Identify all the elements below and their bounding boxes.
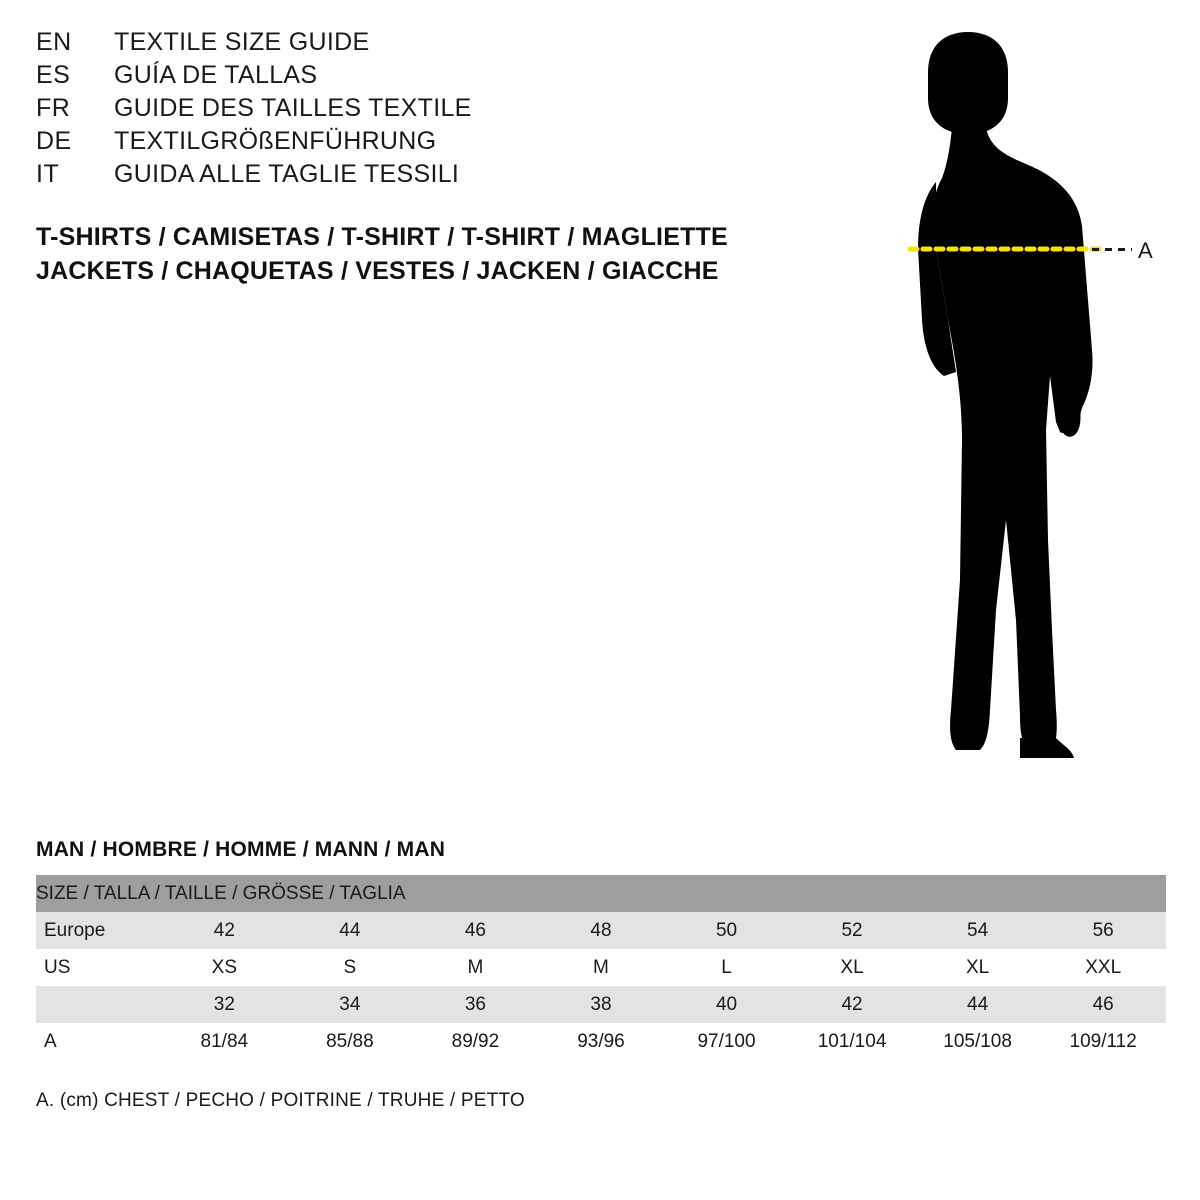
size-table-section bbox=[36, 838, 1166, 1112]
table-cell: 36 bbox=[413, 986, 539, 1023]
table-cell: S bbox=[287, 949, 413, 986]
language-code: IT bbox=[36, 160, 60, 188]
table-row bbox=[36, 1023, 1166, 1060]
language-list bbox=[36, 28, 756, 193]
table-cell: 46 bbox=[413, 912, 539, 949]
table-cell: L bbox=[664, 949, 790, 986]
table-header-label: SIZE / TALLA / TAILLE / GRÖSSE / TAGLIA bbox=[36, 875, 1166, 912]
table-cell: 38 bbox=[538, 986, 664, 1023]
table-cell: XXL bbox=[1040, 949, 1166, 986]
row-label: A bbox=[36, 1023, 162, 1060]
measure-leader-line bbox=[1092, 248, 1132, 251]
table-cell: 54 bbox=[915, 912, 1041, 949]
table-cell: 56 bbox=[1040, 912, 1166, 949]
language-text: GUIDE DES TAILLES TEXTILE bbox=[114, 94, 472, 122]
table-cell: 93/96 bbox=[538, 1023, 664, 1060]
chest-measure-line bbox=[908, 242, 1108, 256]
table-title: MAN / HOMBRE / HOMME / MANN / MAN bbox=[36, 838, 446, 861]
table-cell: 101/104 bbox=[789, 1023, 915, 1060]
table-cell: 46 bbox=[1040, 986, 1166, 1023]
language-text: TEXTILE SIZE GUIDE bbox=[114, 28, 370, 56]
table-cell: XL bbox=[915, 949, 1041, 986]
male-silhouette-icon bbox=[820, 20, 1180, 780]
table-cell: 85/88 bbox=[287, 1023, 413, 1060]
table-cell: XS bbox=[162, 949, 288, 986]
table-cell: 42 bbox=[789, 986, 915, 1023]
language-code: ES bbox=[36, 61, 71, 89]
measure-label-a: A bbox=[1138, 238, 1153, 263]
table-cell: 44 bbox=[915, 986, 1041, 1023]
table-row bbox=[36, 986, 1166, 1023]
language-text: TEXTILGRÖßENFÜHRUNG bbox=[114, 127, 437, 155]
table-cell: 105/108 bbox=[915, 1023, 1041, 1060]
table-cell: 81/84 bbox=[162, 1023, 288, 1060]
table-footnote: A. (cm) CHEST / PECHO / POITRINE / TRUHE / PETTO bbox=[36, 1090, 525, 1111]
language-row bbox=[36, 61, 756, 94]
table-cell: 97/100 bbox=[664, 1023, 790, 1060]
table-cell: 48 bbox=[538, 912, 664, 949]
table-cell: 44 bbox=[287, 912, 413, 949]
category-line-tshirts: T-SHIRTS / CAMISETAS / T-SHIRT / T-SHIRT / MAGLIETTE bbox=[36, 223, 728, 251]
table-cell: 42 bbox=[162, 912, 288, 949]
body-figure bbox=[820, 20, 1180, 780]
language-row bbox=[36, 28, 756, 61]
language-row bbox=[36, 94, 756, 127]
table-row bbox=[36, 912, 1166, 949]
table-cell: 40 bbox=[664, 986, 790, 1023]
size-table bbox=[36, 875, 1166, 1060]
category-list bbox=[36, 220, 796, 288]
language-text: GUÍA DE TALLAS bbox=[114, 61, 318, 89]
language-code: EN bbox=[36, 28, 72, 56]
table-cell: M bbox=[538, 949, 664, 986]
table-cell: XL bbox=[789, 949, 915, 986]
table-cell: 34 bbox=[287, 986, 413, 1023]
table-header-row bbox=[36, 875, 1166, 912]
language-row bbox=[36, 160, 756, 193]
table-cell: 89/92 bbox=[413, 1023, 539, 1060]
language-row bbox=[36, 127, 756, 160]
table-cell: 32 bbox=[162, 986, 288, 1023]
row-label bbox=[36, 986, 162, 1023]
table-row bbox=[36, 949, 1166, 986]
category-line-jackets: JACKETS / CHAQUETAS / VESTES / JACKEN / GIACCHE bbox=[36, 257, 719, 285]
table-cell: M bbox=[413, 949, 539, 986]
row-label: Europe bbox=[36, 912, 162, 949]
table-cell: 109/112 bbox=[1040, 1023, 1166, 1060]
row-label: US bbox=[36, 949, 162, 986]
language-text: GUIDA ALLE TAGLIE TESSILI bbox=[114, 160, 460, 188]
table-cell: 52 bbox=[789, 912, 915, 949]
language-code: FR bbox=[36, 94, 71, 122]
language-code: DE bbox=[36, 127, 72, 155]
table-cell: 50 bbox=[664, 912, 790, 949]
